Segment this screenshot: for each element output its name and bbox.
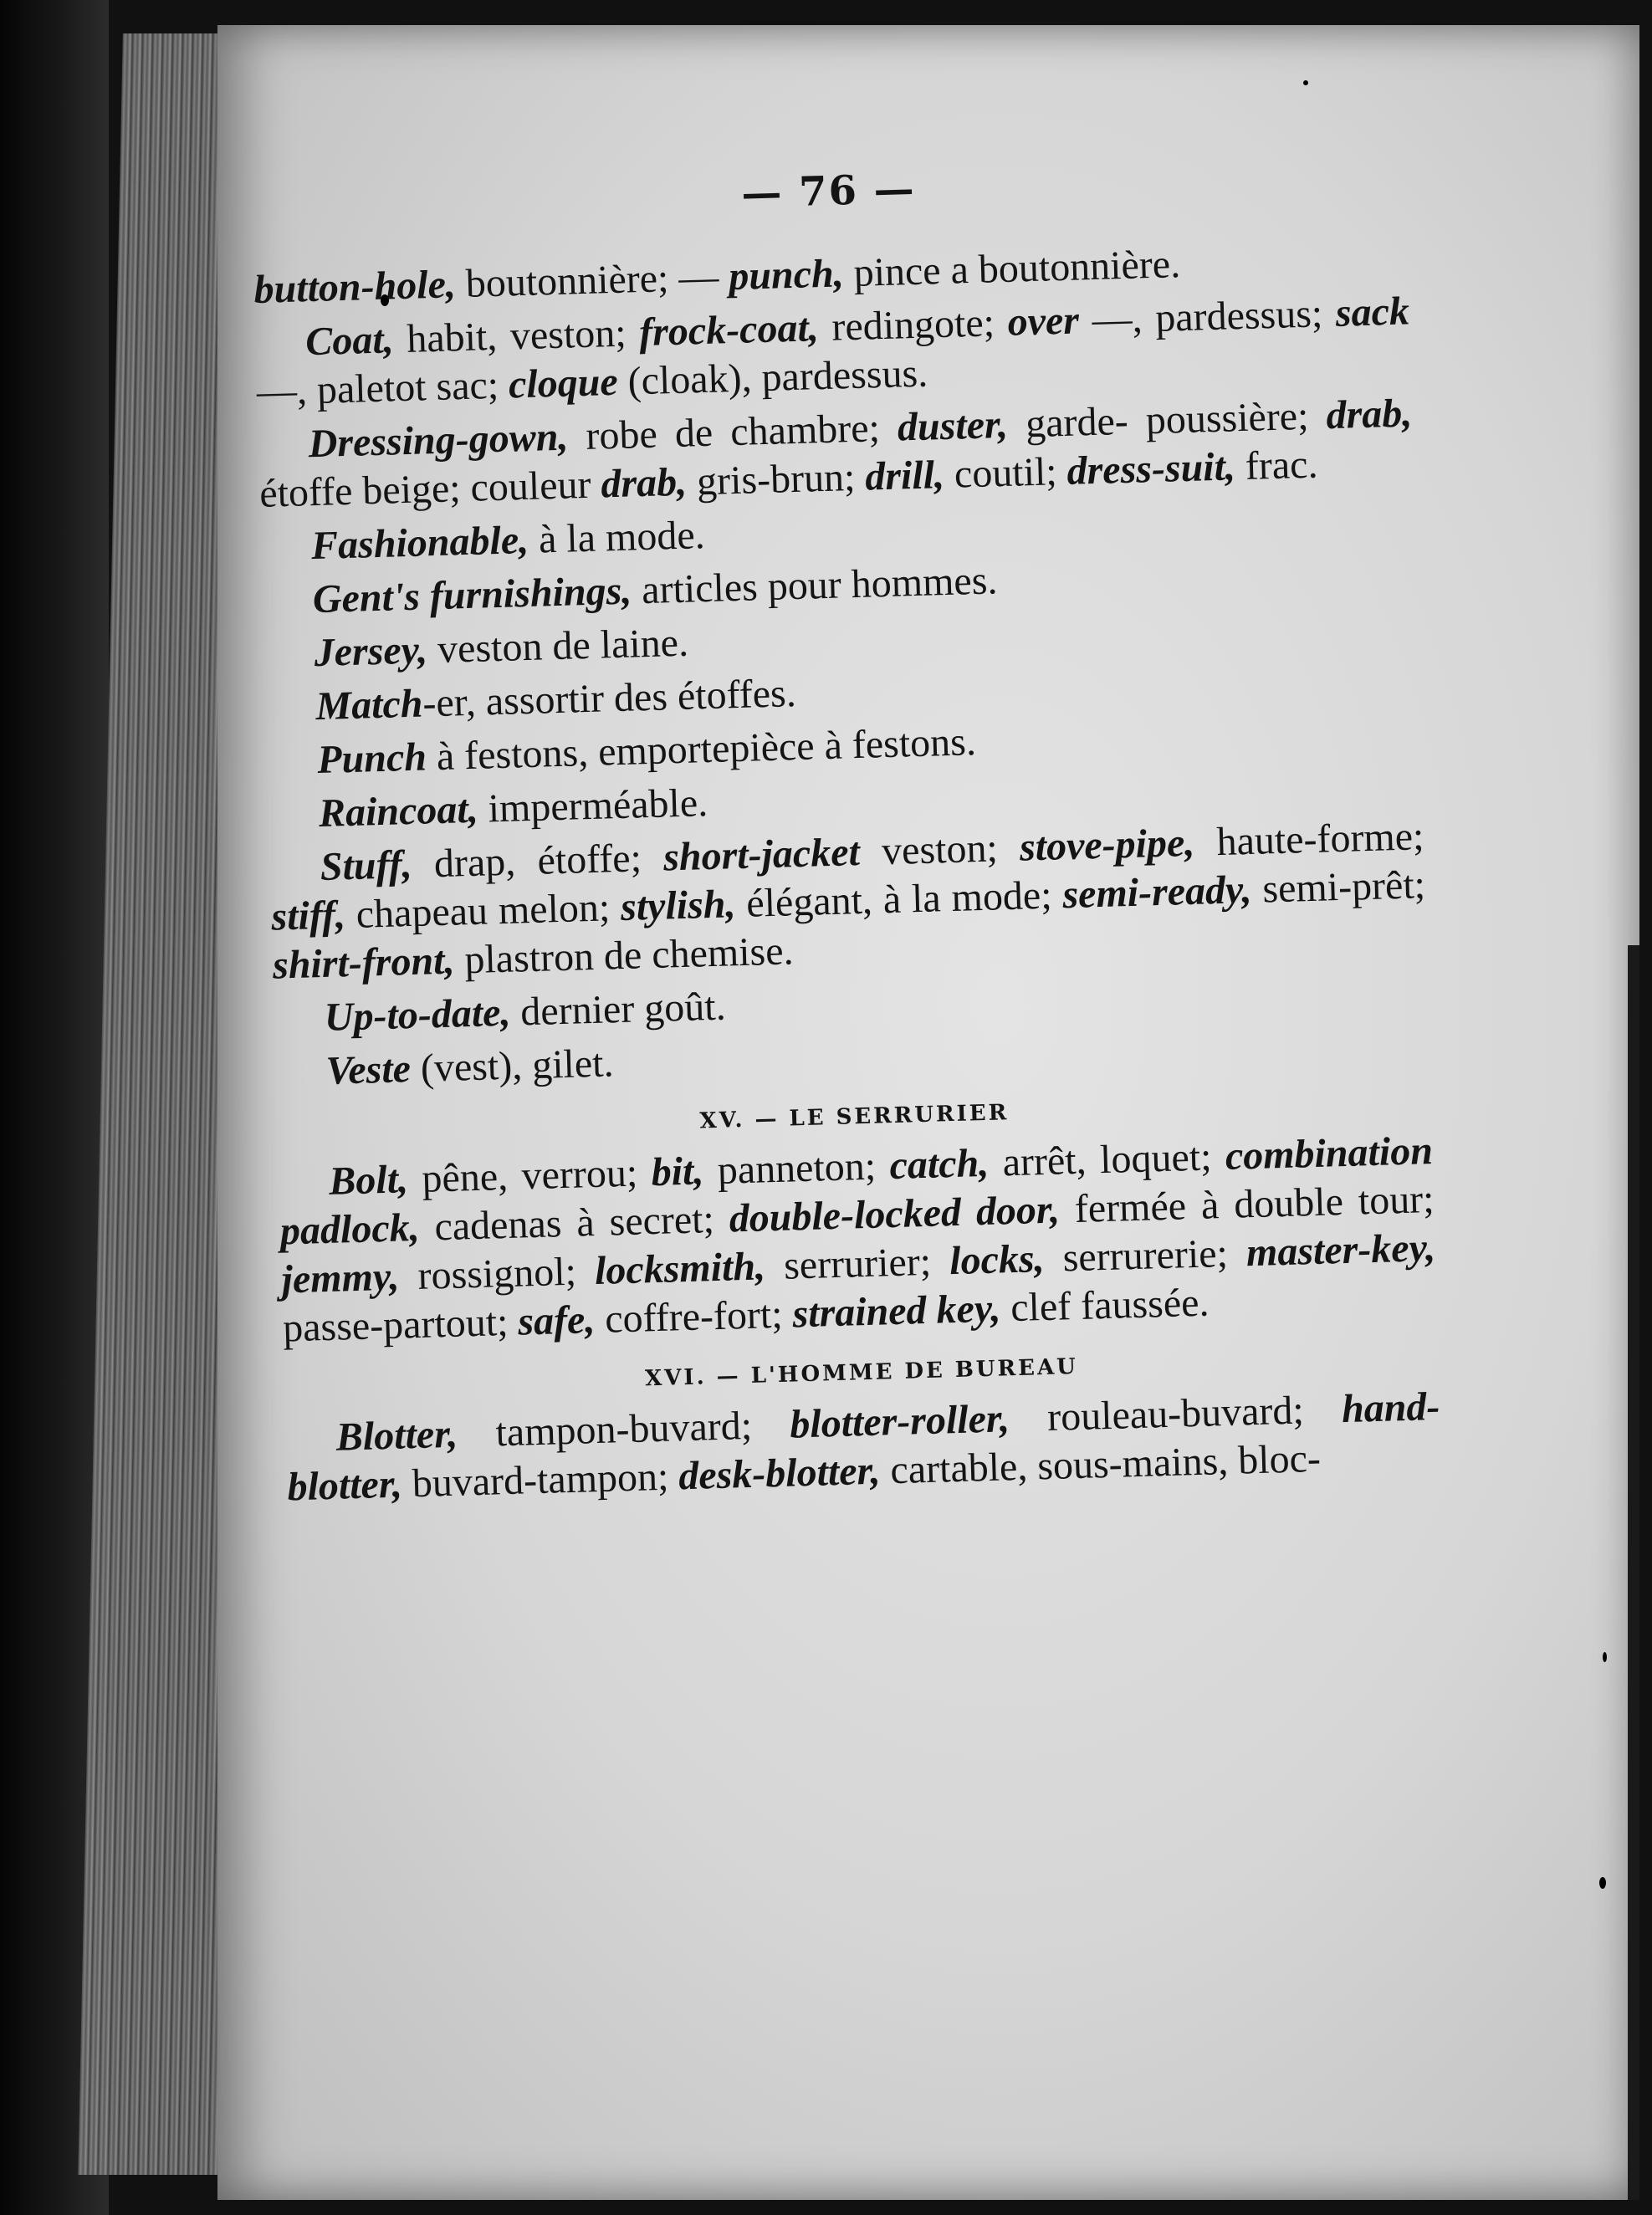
english-term: button-hole,: [253, 262, 457, 312]
french-translation: fermée à double tour;: [1059, 1176, 1435, 1232]
french-translation: semi-prêt;: [1251, 862, 1426, 912]
english-term: frock-coat,: [638, 305, 820, 356]
french-translation: passe-partout;: [282, 1299, 519, 1351]
english-term: stove-pipe,: [1019, 820, 1195, 870]
french-translation: dernier goût.: [509, 984, 727, 1035]
section-title-homme-de-bureau: XVI. — L'HOMME DE BUREAU: [644, 1353, 1079, 1392]
english-term: Stuff,: [320, 841, 413, 889]
glossary-entries: [253, 233, 1430, 1097]
french-translation: —, pardessus;: [1078, 290, 1337, 343]
english-term: hand-blotter,: [286, 1384, 1441, 1510]
english-term: Blotter,: [335, 1411, 458, 1460]
english-term: Punch: [316, 734, 427, 783]
french-translation: à la mode.: [528, 513, 706, 562]
english-term: duster,: [897, 402, 1009, 450]
french-translation: articles pour hommes.: [631, 558, 999, 613]
english-term: Gent's furnishings,: [312, 568, 632, 622]
section-title-serrurier: XV. — LE SERRURIER: [699, 1100, 1010, 1134]
english-term: sack: [1335, 289, 1410, 335]
english-term: Raincoat,: [318, 786, 479, 836]
english-term: Jersey,: [313, 627, 428, 676]
french-translation: tampon-buvard;: [457, 1402, 791, 1456]
french-translation: serrurier;: [765, 1239, 950, 1289]
french-translation: élégant, à la mode;: [734, 872, 1064, 927]
english-term: master-key,: [1245, 1225, 1436, 1276]
french-translation: rouleau-buvard;: [1009, 1387, 1343, 1441]
english-term: Bolt,: [328, 1157, 409, 1204]
french-translation: boutonnière; —: [455, 254, 730, 307]
french-translation: cadenas à secret;: [418, 1196, 730, 1250]
english-term: locks,: [949, 1236, 1046, 1284]
serrurier-entries: [279, 1127, 1438, 1353]
french-translation: chapeau melon;: [345, 885, 621, 938]
french-translation: veston;: [859, 825, 1020, 874]
french-translation: frac.: [1235, 442, 1319, 489]
french-translation: à festons, emportepièce à festons.: [426, 719, 977, 780]
french-translation: drap, étoffe;: [411, 835, 664, 887]
glossary-entry: [269, 812, 1427, 990]
french-translation: coutil;: [944, 448, 1068, 497]
english-term: Veste: [325, 1046, 412, 1093]
english-term: shirt-front,: [272, 938, 456, 988]
page-text: [251, 151, 1442, 1517]
french-translation: serrurerie;: [1043, 1230, 1247, 1281]
english-term: combination padlock,: [279, 1128, 1434, 1254]
english-term: drill,: [864, 452, 945, 499]
english-term: dress-suit,: [1066, 444, 1236, 494]
english-term: cloque: [508, 359, 619, 407]
page-number: — 76 —: [740, 165, 917, 217]
french-translation: pince a boutonnière.: [842, 242, 1181, 296]
english-term: blotter-roller,: [789, 1396, 1010, 1447]
english-term: catch,: [888, 1140, 990, 1189]
english-term: punch,: [728, 251, 845, 299]
english-term: bit,: [650, 1148, 705, 1195]
english-term: safe,: [517, 1297, 596, 1344]
french-translation: habit, veston;: [392, 310, 640, 362]
french-translation: cartable, sous-mains, bloc-: [879, 1435, 1322, 1493]
english-term: Up-to-date,: [324, 990, 512, 1040]
french-translation: étoffe beige; couleur: [258, 462, 602, 516]
english-term: drab,: [600, 459, 688, 507]
english-term: stiff,: [270, 893, 346, 939]
french-translation: (vest), gilet.: [410, 1041, 615, 1092]
french-translation: garde- poussière;: [1007, 393, 1327, 447]
french-translation: redingote;: [817, 299, 1009, 350]
english-term: stylish,: [620, 882, 737, 929]
glossary-entry: [279, 1127, 1438, 1353]
french-translation: —, paletot sac;: [256, 362, 509, 414]
english-term: semi-ready,: [1061, 867, 1253, 918]
english-term: Fashionable,: [310, 517, 529, 569]
french-translation: imperméable.: [477, 780, 708, 831]
french-translation: pêne, verrou;: [407, 1150, 652, 1202]
french-translation: buvard-tampon;: [401, 1454, 680, 1507]
page-right-shadow: [1628, 945, 1639, 2200]
french-translation: clef faussée.: [1000, 1280, 1210, 1331]
english-term: desk-blotter,: [678, 1448, 882, 1499]
french-translation: (cloak), pardessus.: [616, 350, 928, 404]
english-term: Match: [315, 681, 424, 729]
english-term: strained key,: [791, 1286, 1002, 1337]
french-translation: arrêt, loquet;: [988, 1133, 1226, 1185]
english-term: drab,: [1325, 391, 1413, 438]
english-term: Coat,: [304, 317, 395, 365]
english-term: jemmy,: [280, 1254, 401, 1302]
french-translation: robe de chambre;: [567, 405, 898, 459]
french-translation: panneton;: [703, 1143, 891, 1194]
french-translation: -er, assortir des étoffes.: [422, 671, 797, 726]
english-term: Dressing-gown,: [307, 414, 570, 467]
french-translation: coffre-fort;: [594, 1292, 794, 1343]
french-translation: plastron de chemise.: [453, 928, 795, 983]
french-translation: veston de laine.: [427, 620, 689, 673]
english-term: locksmith,: [594, 1244, 766, 1294]
french-translation: rossignol;: [398, 1249, 596, 1299]
french-translation: gris-brun;: [686, 454, 867, 504]
english-term: short-jacket: [662, 830, 861, 880]
french-translation: haute-forme;: [1194, 814, 1425, 865]
english-term: double-locked door,: [729, 1187, 1061, 1241]
english-term: over: [1006, 298, 1080, 345]
